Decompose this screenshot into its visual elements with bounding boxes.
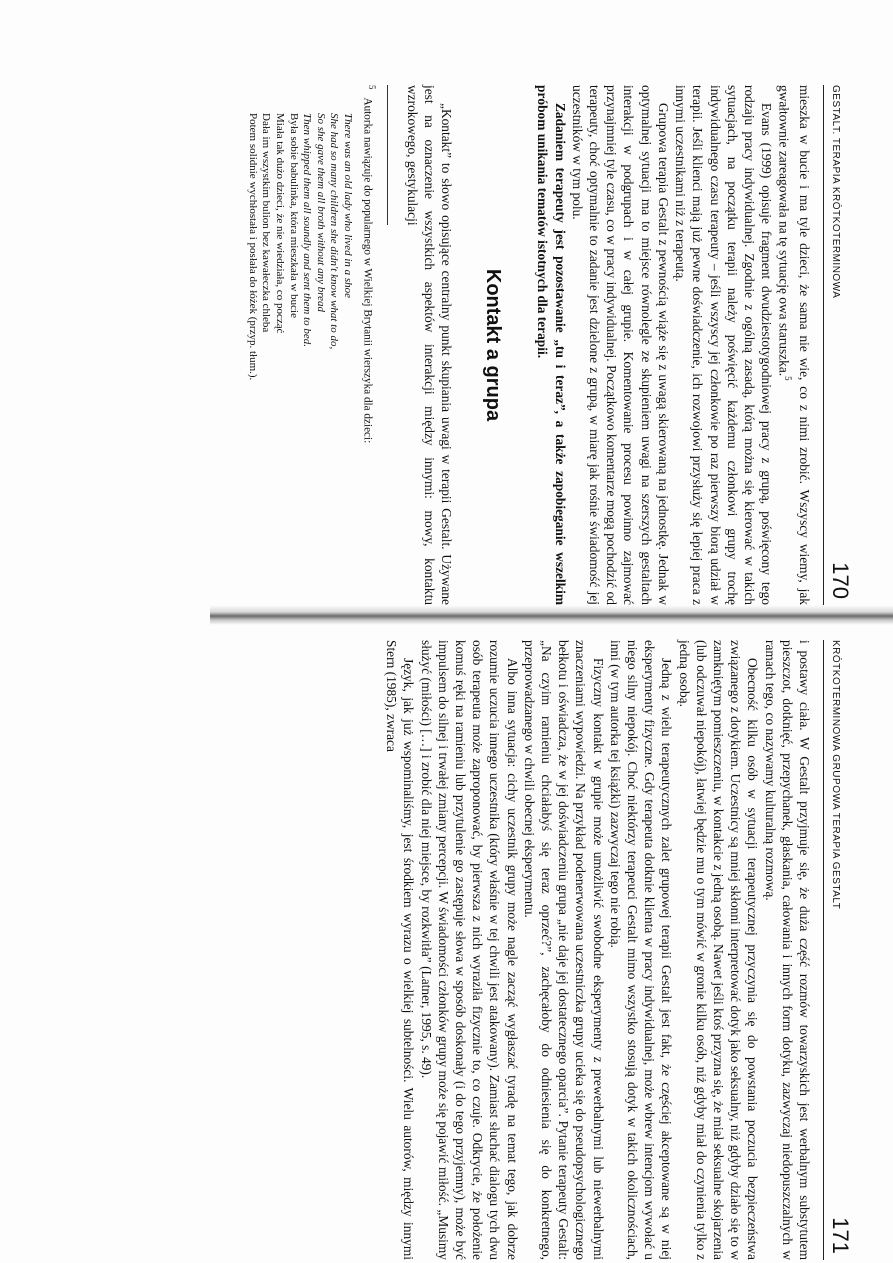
body-text [534,85,813,605]
verse-line-pl: Potem solidnie wychłostała i posłała do łóżek (przyp. tłum.). [246,113,259,381]
paragraph: i postawy ciała. W Gestalt przyjmuje się, że duża część rozmów towarzyskich jest werbalnym substytutem pieszczot, dotknięć, przepychanek, głaskania, całowania i innych form dotyku, zazwyczaj niedopuszczalnych w ramach tego, co nazywamy kulturalną rozmową. [762,640,812,1260]
running-head: GESTALT. TERAPIA KRÓTKOTERMINOWA [830,85,841,299]
paragraph: Evans (1999) opisuje fragment dwudziestotygodniowej pracy z grupą, poświęcony tego rodzaju pracy indywidualnej. Zgodnie z ogólną zasadą, którą można się kierować w takich sytuacjach, na początku terapii należy poświęcić każdemu członkowi grupy trochę indywidualnego czasu terapeuty – jeśli wszyscy jej członkowie po raz pierwszy biorą udział w terapii. Jeśli klienci mają już pewne doświadczenie, ich rozwojowi przysłuży się lepiej praca z innymi uczestnikami niż z terapeutą. [673,85,775,605]
verse-line-pl: Była sobie babulinka, która mieszkała w bucie [287,113,300,318]
paragraph: Jedną z wielu terapeutycznych zalet grupowej terapii Gestalt jest fakt, że częściej akceptowane są w niej eksperymenty fizyczne. Gdy terapeuta dotknie klienta w pracy indywidualnej, może wbrew intencjom wywołać u niego silny niepokój. Choć niektórzy terapeuci Gestalt mimo wszystko stosują dotyk w takich okolicznościach, inni (w tym autorka tej książki) zazwyczaj tego nie robią. [607,640,675,1260]
book-spine-shadow [210,605,893,625]
paragraph: mieszka w bucie i ma tyle dzieci, że sama nie wie, co z nimi zrobić. Wszyscy wiemy, jak gwałtownie zareagowała na tę sytuację owa staruszka.$^5$ [776,85,812,605]
body-text [383,640,813,1260]
verse-line-pl: Dała im wszystkim bulion bez kawałeczka chleba [260,113,273,333]
page-header [823,640,853,1260]
verse-line-pl: Miała tak dużo dzieci, że nie wiedziała, co począć [273,113,286,334]
page-number: 171 [828,1217,853,1254]
paragraph: Fizyczny kontakt w grupie może umożliwić swobodne eksperymenty z prewerbalnymi lub niewerbalnymi znaczeniami wypowiedzi. Na przykład podenerwowana uczestniczka grupy ucieka się do pseudopsychologicznego bełkotu i oświadcza, że w jej doświadczeniu grupa „nie daje jej dostatecznego oparcia”. Pytanie terapeuty Gestalt: „Na czyim ramieniu chciałabyś się teraz oprzeć?”, zachęcałoby do odniesienia się do konkretnego, przeprowadzanego w chwili obecnej eksperymentu. [521,640,606,1260]
footnote [245,85,378,605]
paragraph: Język, jak już wspominaliśmy, jest środkiem wyrazu o wielkiej subtelności. Wielu autorów, między innymi Stern (1985), zwraca [384,640,417,1260]
verse-line-en: There was an old lady who lived in a shoe [341,113,354,299]
paragraph: Albo inna sytuacja: cichy uczestnik grupy może nagle zacząć wygłaszać tyradę na temat tego, jak dobrze rozumie uczucia innego uczestnika (który właśnie w tej chwili jest atakowany). Zamiast słuchać dialogu tych dwu osób terapeuta może zaproponować, by pierwsza z nich wyraziła fizycznie to, co czuje. Odkrycie, że położenie komuś ręki na ramieniu lub przytulenie go zastępuje słowa w sposób doskonały (i do tego przyjemny), może być impulsem do silnej i trwałej zmiany percepcji. W świadomości członków grupy może się pojawić miłość. „Musimy służyć (miłości) […] i zrobić dla niej miejsce, by rozkwitła” (Latner, 1995, s. 49). [418,640,520,1260]
footnote-ref: 5 [782,376,793,381]
page-header [823,85,853,605]
section-text [404,85,456,605]
running-head: KRÓTKOTERMINOWA GRUPOWA TERAPIA GESTALT [830,640,841,910]
paragraph: „Kontakt” to słowo opisujące centralny punkt skupiania uwagi w terapii Gestalt. Używane jest na oznaczenie wszystkich aspektów interakcji między innymi: mowy, kontaktu wzrokowego, gestykulacji [404,85,455,605]
page-number: 170 [828,562,853,599]
verse-line-en: So she gave them all broth without any bread [314,113,327,312]
verse-line-en: She had so many children she didn't know what to do, [328,113,341,350]
verse-line-en: Then whipped them all soundly and sent them to bed. [301,113,314,348]
page-171 [8,640,853,1260]
footnote-divider [387,85,388,225]
paragraph: Grupowa terapia Gestalt z pewnością wiąże się z uwagą skierowaną na jednostkę. Jednak w optymalnej sytuacji ma to miejsce równolegle ze skupieniem uwagi na szerszych gestaltach interakcji w podgrupach i w całej grupie. Komentowanie procesu powinno zajmować przynajmniej tyle czasu, co w pracy indywidualnej. Początkowo komentarze mogą pochodzić od terapeuty, choć optymalnie to zadanie jest dzielone z grupą, w miarę jak rośnie świadomość jej uczestników w tym polu. [569,85,671,605]
page-170 [8,85,853,605]
footnote-verse [245,113,354,605]
section-title: Kontakt a grupa [482,268,505,422]
bold-paragraph: Zadaniem terapeuty jest pozostawanie „tu i teraz”, a także zapobieganie wszelkim próbom unikania tematów istotnych dla terapii. [535,85,568,605]
paragraph: Obecność kilku osób w sytuacji terapeutycznej przyczynia się do powstania poczucia bezpieczeństwa związanego z dotykiem. Uczestnicy są mniej skłonni interpretować dotyk jako seksualny, niż gdyby działo się to w zamkniętym pomieszczeniu, w kontakcie z jedną osobą. Nawet jeśli ktoś przyzna się, że miał seksualne skojarzenia (lub odczuwał niepokój), łatwiej będzie mu o tym mówić w gronie kilku osób, niż gdyby miał do czynienia tylko z jedną osobą. [676,640,761,1260]
footnote-intro: $^5$Autorka nawiązuje do popularnego w Wielkiej Brytanii wierszyka dla dzieci: [360,85,377,444]
